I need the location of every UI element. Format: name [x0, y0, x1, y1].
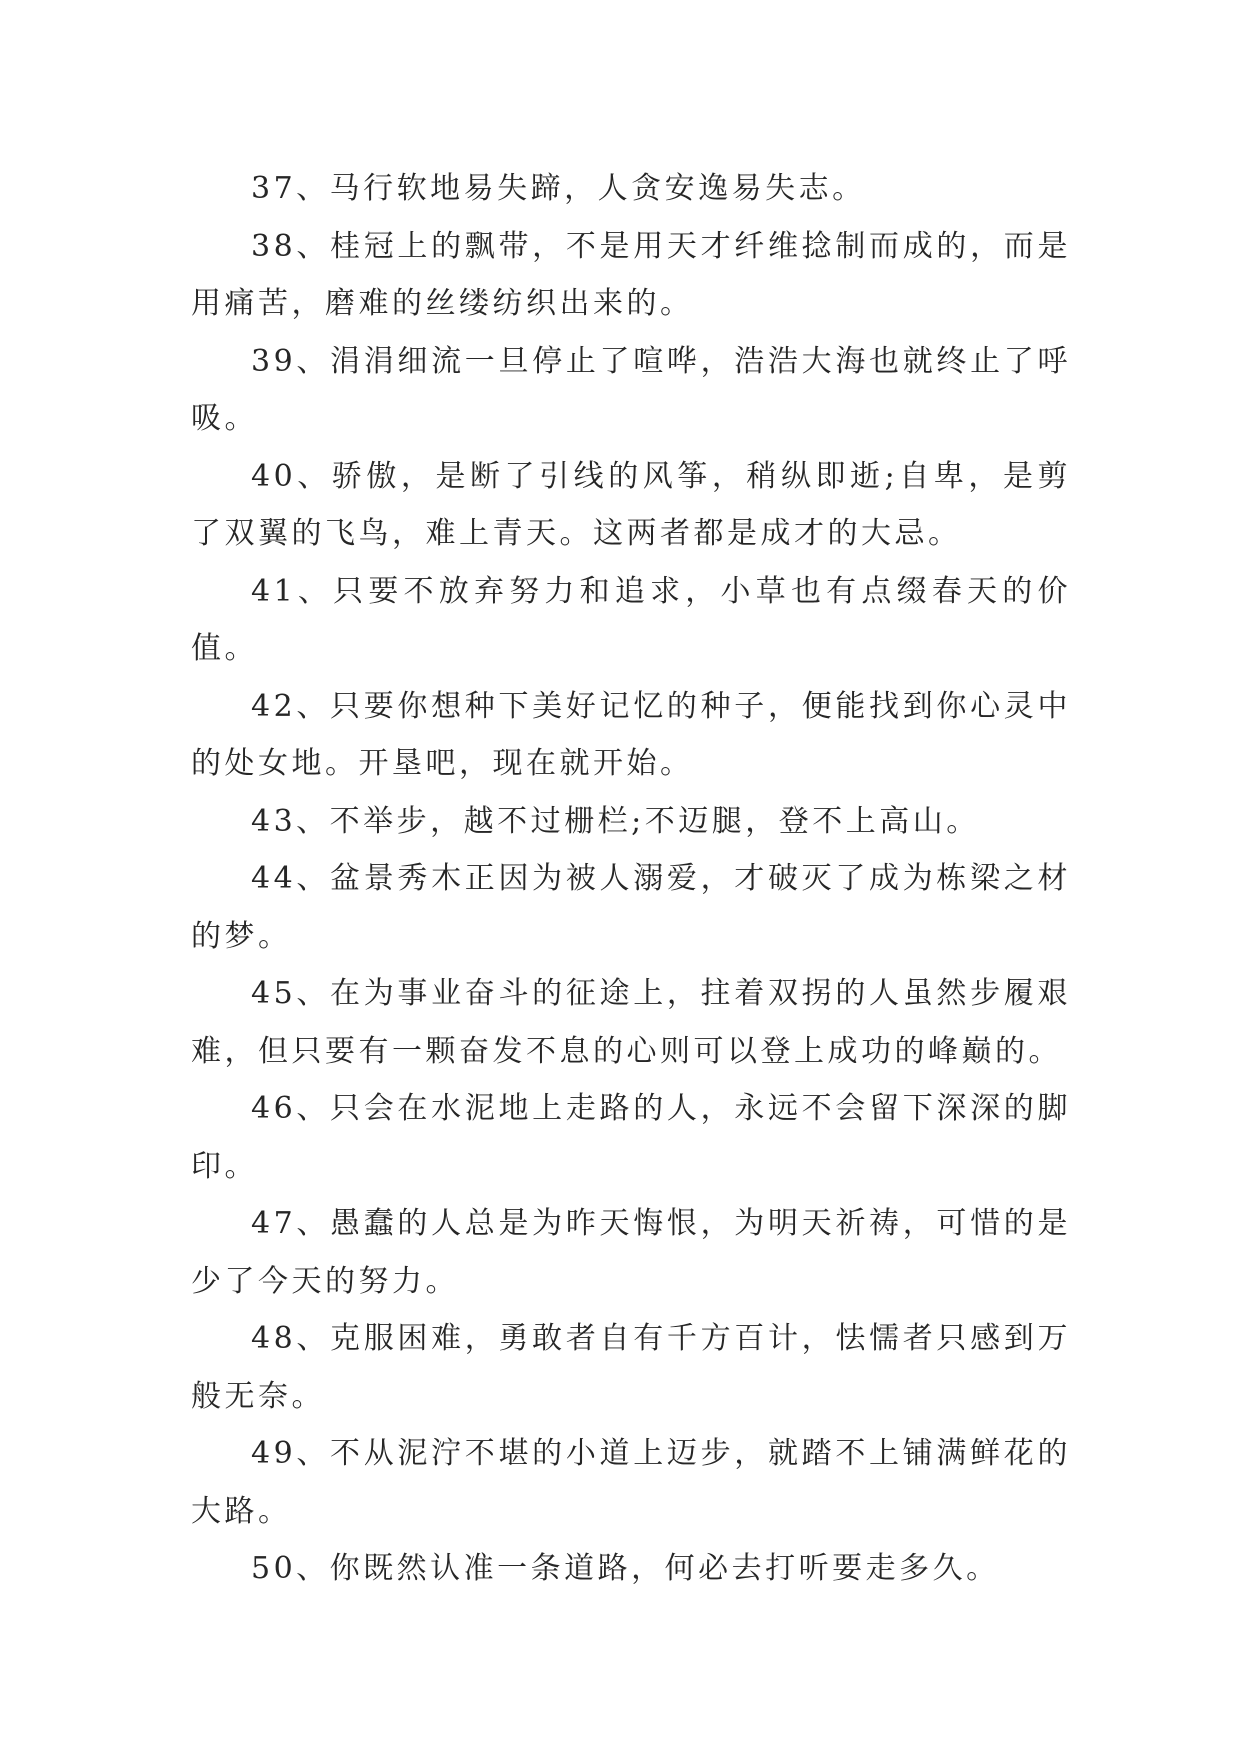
quote-paragraph-44: 44、盆景秀木正因为被人溺爱，才破灭了成为栋梁之材的梦。 [191, 861, 1071, 954]
quote-paragraph-45: 45、在为事业奋斗的征途上，拄着双拐的人虽然步履艰难，但只要有一颗奋发不息的心则可以登上成功的峰巅的。 [191, 976, 1071, 1069]
quote-paragraph-47: 47、愚蠢的人总是为昨天悔恨，为明天祈祷，可惜的是少了今天的努力。 [191, 1206, 1071, 1299]
quote-paragraph-50: 50、你既然认准一条道路，何必去打听要走多久。 [251, 1551, 1000, 1586]
quote-paragraph-39: 39、涓涓细流一旦停止了喧哗，浩浩大海也就终止了呼吸。 [191, 343, 1071, 436]
quote-paragraph-48: 48、克服困难，勇敢者自有千方百计，怯懦者只感到万般无奈。 [191, 1321, 1071, 1414]
quote-paragraph-40: 40、骄傲，是断了引线的风筝，稍纵即逝;自卑，是剪了双翼的飞鸟，难上青天。这两者都是成才的大忌。 [191, 458, 1071, 551]
quote-paragraph-38: 38、桂冠上的飘带，不是用天才纤维捻制而成的，而是用痛苦，磨难的丝缕纺织出来的。 [191, 228, 1071, 321]
quote-paragraph-41: 41、只要不放弃努力和追求，小草也有点缀春天的价值。 [191, 573, 1071, 666]
quote-paragraph-49: 49、不从泥泞不堪的小道上迈步，就踏不上铺满鲜花的大路。 [191, 1436, 1071, 1529]
quote-paragraph-42: 42、只要你想种下美好记忆的种子，便能找到你心灵中的处女地。开垦吧，现在就开始。 [191, 688, 1071, 781]
quote-paragraph-46: 46、只会在水泥地上走路的人，永远不会留下深深的脚印。 [191, 1091, 1071, 1184]
quote-paragraph-43: 43、不举步，越不过栅栏;不迈腿，登不上高山。 [251, 803, 980, 839]
document-body [191, 160, 1071, 1598]
quote-paragraph-37: 37、马行软地易失蹄，人贪安逸易失志。 [251, 171, 866, 206]
